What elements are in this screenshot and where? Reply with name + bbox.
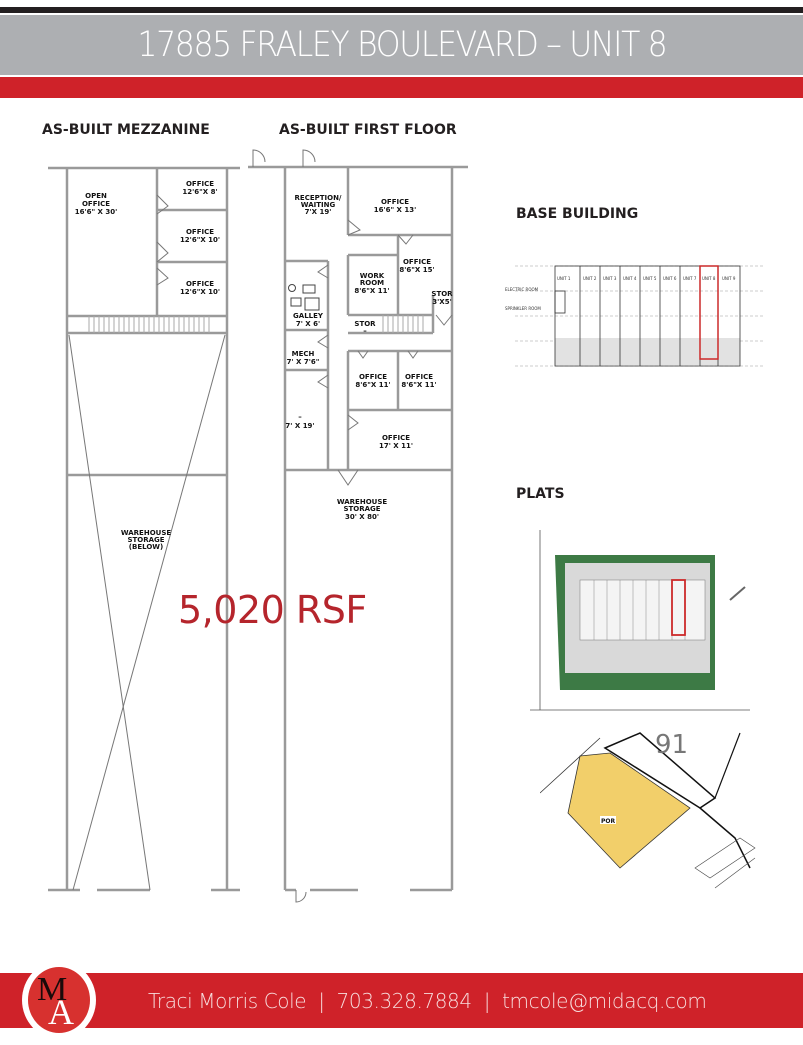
svg-text:30' X 80': 30' X 80' [344, 513, 380, 521]
svg-text:SPRINKLER ROOM: SPRINKLER ROOM [505, 306, 541, 311]
svg-text:WORK: WORK [359, 272, 385, 280]
svg-text:OFFICE: OFFICE [404, 373, 434, 381]
svg-text:OFFICE: OFFICE [381, 434, 411, 442]
plats-tax-map [540, 728, 770, 898]
contact-phone[interactable]: 703.328.7884 [336, 988, 472, 1013]
page-title: 17885 FRALEY BOULEVARD – UNIT 8 [137, 25, 666, 65]
svg-text:UNIT 2: UNIT 2 [583, 276, 597, 281]
svg-text:OFFICE: OFFICE [402, 258, 432, 266]
separator: | [318, 988, 325, 1013]
svg-text:8'6"X 11': 8'6"X 11' [401, 381, 437, 389]
svg-text:16'6" X 13': 16'6" X 13' [373, 206, 417, 214]
svg-text:12'6"X 8': 12'6"X 8' [182, 188, 218, 196]
svg-text:WAREHOUSE: WAREHOUSE [120, 529, 172, 537]
logo-letter-a: A [48, 992, 74, 1032]
svg-text:STORAGE: STORAGE [127, 536, 165, 544]
svg-text:UNIT 4: UNIT 4 [623, 276, 637, 281]
svg-text:8'6"X 11': 8'6"X 11' [354, 287, 390, 295]
svg-text:8'6"X 15': 8'6"X 15' [399, 266, 435, 274]
svg-text:(BELOW): (BELOW) [128, 543, 164, 551]
plats-site-plan [530, 525, 750, 715]
logo-letter-m: M [37, 971, 68, 1008]
mezzanine-floor-plan [40, 150, 250, 910]
first-floor-plan [248, 140, 468, 920]
header-title-band [0, 15, 803, 75]
svg-text:UNIT 1: UNIT 1 [557, 276, 571, 281]
svg-text:WAREHOUSE: WAREHOUSE [336, 498, 388, 506]
header-accent-bar [0, 77, 803, 98]
svg-text:RECEPTION/: RECEPTION/ [294, 194, 342, 202]
company-logo [22, 961, 96, 1039]
svg-text:OFFICE: OFFICE [358, 373, 388, 381]
mezzanine-heading: AS-BUILT MEZZANINE [42, 122, 210, 138]
svg-text:–: – [298, 413, 302, 421]
svg-text:7' X 6': 7' X 6' [295, 320, 321, 328]
svg-text:–: – [363, 327, 367, 335]
contact-info [148, 973, 706, 1028]
svg-text:3'X5': 3'X5' [432, 298, 452, 306]
svg-text:POR: POR [601, 818, 616, 825]
svg-text:7' X 19': 7' X 19' [285, 422, 315, 430]
header-top-bar [0, 7, 803, 13]
svg-text:OPEN: OPEN [85, 192, 107, 200]
svg-text:7'X 19': 7'X 19' [304, 208, 332, 216]
svg-text:8'6"X 11': 8'6"X 11' [355, 381, 391, 389]
svg-text:STORAGE: STORAGE [343, 505, 381, 513]
first-floor-heading: AS-BUILT FIRST FLOOR [279, 122, 457, 138]
svg-text:ROOM: ROOM [359, 279, 385, 287]
base-building-plan [500, 236, 770, 386]
svg-text:UNIT 7: UNIT 7 [683, 276, 697, 281]
svg-text:91: 91 [655, 730, 689, 760]
svg-text:7' X 7'6": 7' X 7'6" [286, 358, 320, 366]
separator: | [483, 988, 491, 1013]
svg-text:16'6" X 30': 16'6" X 30' [74, 208, 118, 216]
svg-text:OFFICE: OFFICE [380, 198, 410, 206]
rentable-square-feet: 5,020 RSF [178, 588, 367, 632]
svg-text:UNIT 5: UNIT 5 [643, 276, 657, 281]
svg-text:UNIT 3: UNIT 3 [603, 276, 617, 281]
svg-text:12'6"X 10': 12'6"X 10' [179, 288, 221, 296]
svg-text:ELECTRIC ROOM: ELECTRIC ROOM [505, 287, 539, 292]
svg-text:OFFICE: OFFICE [185, 280, 215, 288]
svg-text:STOR: STOR [354, 320, 376, 328]
base-building-heading: BASE BUILDING [516, 206, 639, 222]
plats-heading: PLATS [516, 486, 565, 502]
contact-name: Traci Morris Cole [148, 988, 307, 1013]
svg-text:OFFICE: OFFICE [185, 228, 215, 236]
svg-text:OFFICE: OFFICE [81, 200, 111, 208]
svg-text:OFFICE: OFFICE [185, 180, 215, 188]
svg-text:12'6"X 10': 12'6"X 10' [179, 236, 221, 244]
svg-text:UNIT 8: UNIT 8 [702, 276, 716, 281]
svg-text:GALLEY: GALLEY [293, 312, 323, 320]
svg-text:UNIT 6: UNIT 6 [663, 276, 677, 281]
svg-text:WAITING: WAITING [300, 201, 336, 209]
svg-text:17' X 11': 17' X 11' [378, 442, 414, 450]
contact-email[interactable]: tmcole@midacq.com [502, 988, 707, 1013]
svg-text:UNIT 9: UNIT 9 [722, 276, 736, 281]
svg-text:STOR: STOR [431, 290, 453, 298]
svg-text:MECH: MECH [291, 350, 315, 358]
